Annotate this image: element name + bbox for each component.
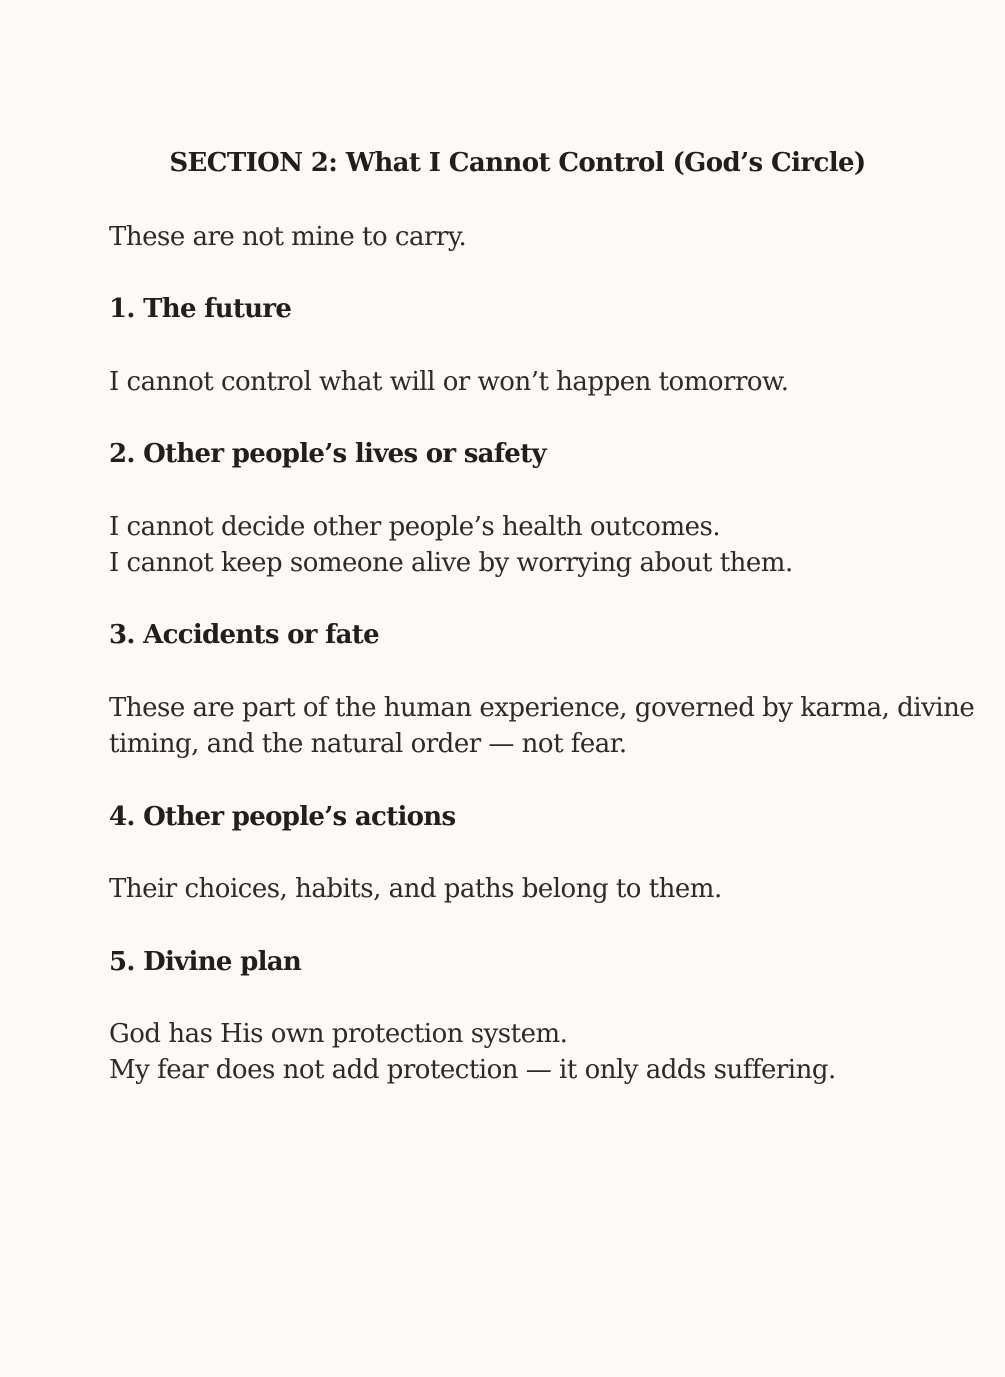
item-text-accidents-1: These are part of the human experience, governed by karma, divine (109, 693, 975, 723)
section-title: SECTION 2: What I Cannot Control (God’s Circle) (169, 148, 866, 178)
item-heading-others-actions: 4. Other people’s actions (109, 802, 456, 832)
item-text-others-lives-1: I cannot decide other people’s health outcomes. (109, 512, 721, 542)
item-heading-others-lives: 2. Other people’s lives or safety (109, 439, 546, 469)
item-heading-accidents: 3. Accidents or fate (109, 620, 379, 650)
item-text-others-lives-2: I cannot keep someone alive by worrying about them. (109, 548, 793, 578)
item-text-accidents-2: timing, and the natural order — not fear. (109, 729, 627, 759)
item-text-divine-plan-1: God has His own protection system. (109, 1019, 568, 1049)
item-text-others-actions: Their choices, habits, and paths belong to them. (109, 874, 722, 904)
item-heading-divine-plan: 5. Divine plan (109, 947, 302, 977)
item-text-divine-plan-2: My fear does not add protection — it only adds suffering. (109, 1055, 836, 1085)
intro-text: These are not mine to carry. (109, 222, 467, 252)
item-heading-future: 1. The future (109, 294, 292, 324)
item-text-future: I cannot control what will or won’t happen tomorrow. (109, 367, 789, 397)
